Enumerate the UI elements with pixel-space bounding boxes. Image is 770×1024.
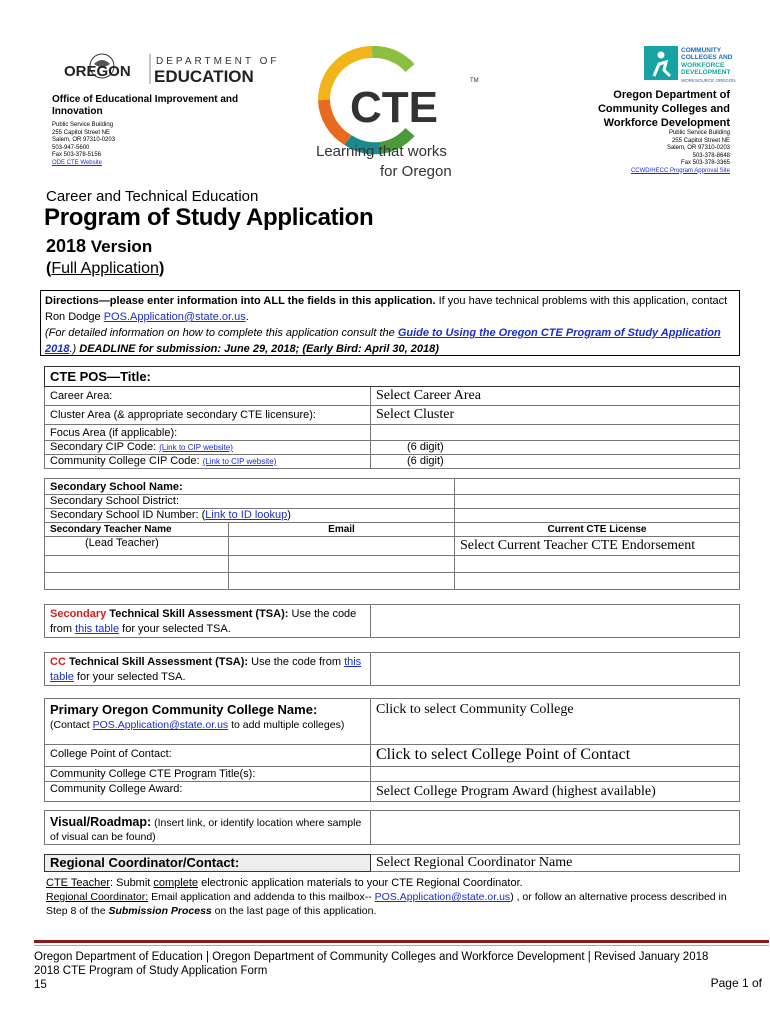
cc-tsa-text2: for your selected TSA.: [73, 671, 186, 683]
cc-award-select[interactable]: Select College Program Award (highest available): [371, 782, 740, 802]
school-id-close: ): [287, 509, 291, 521]
cte-tagline-1: Learning that works: [316, 143, 447, 160]
secondary-tsa-bold: Technical Skill Assessment (TSA):: [106, 608, 289, 620]
college-table: [44, 698, 740, 802]
cc-tsa-table: [44, 652, 740, 686]
ccwd-logo: [644, 46, 736, 88]
secondary-tsa-label: [45, 605, 371, 638]
secondary-tsa-field[interactable]: [371, 605, 740, 638]
secondary-cip-label: [45, 441, 371, 455]
teacher-2-email[interactable]: [229, 556, 455, 573]
ode-address-2: 255 Capitol Street NE: [52, 129, 111, 136]
teacher-note-complete: complete: [153, 877, 199, 889]
cte-logo-tm: TM: [470, 78, 479, 84]
college-note-1: (Contact: [50, 719, 93, 731]
visual-roadmap-field[interactable]: [371, 811, 740, 845]
ccwd-phone: 503-378-8648: [692, 152, 730, 159]
paren-close: ): [158, 260, 165, 277]
cc-tsa-text: Use the code from: [248, 656, 345, 668]
page-title: Program of Study Application: [44, 204, 374, 231]
school-id-field[interactable]: [455, 509, 740, 523]
regional-coordinator-label: Regional Coordinator/Contact:: [45, 855, 371, 872]
version-label: [46, 236, 152, 257]
ccwd-logo-l4: DEVELOPMENT: [681, 69, 731, 76]
focus-area-label: Focus Area (if applicable):: [45, 425, 371, 441]
school-table: [44, 478, 740, 590]
cc-tsa-label: [45, 653, 371, 686]
visual-roadmap-text: (Insert link, or identify location where sample of visual can be found): [50, 817, 362, 843]
submission-notes: [46, 876, 746, 918]
secondary-tsa-red: Secondary: [50, 608, 107, 620]
cc-program-title-label: Community College CTE Program Title(s):: [45, 767, 371, 782]
coordinator-email-link[interactable]: POS.Application@state.or.us: [374, 891, 511, 903]
career-area-label: Career Area:: [45, 387, 371, 406]
footer-total-pages: 15: [34, 979, 47, 991]
secondary-tsa-table: [44, 604, 740, 638]
directions-text: If you have technical problems with this application, contact Ron Dodge: [45, 295, 728, 323]
cluster-select[interactable]: Select Cluster: [371, 406, 740, 425]
ode-contact-block: [52, 94, 272, 167]
cte-logo-text: CTE: [350, 83, 438, 132]
cc-cip-label: [45, 455, 371, 469]
visual-roadmap-label: [45, 811, 371, 845]
id-lookup-link[interactable]: Link to ID lookup: [205, 509, 288, 521]
school-district-field[interactable]: [455, 495, 740, 509]
footer-agencies: Oregon Department of Education | Oregon Department of Community Colleges and Workforce Development | Revised January 2018: [34, 951, 709, 963]
application-type: [46, 260, 164, 278]
school-district-label: Secondary School District:: [45, 495, 455, 509]
regional-table: [44, 854, 740, 872]
page-footer: [34, 950, 764, 992]
cc-program-title-field[interactable]: [371, 767, 740, 782]
version-year: 2018: [46, 236, 87, 256]
col-email: Email: [229, 523, 455, 537]
ccwd-approval-site-link[interactable]: CCWD/HECC Program Approval Site: [630, 167, 730, 174]
ccwd-address-3: Salem, OR 97310-0203: [666, 145, 730, 151]
ode-address-3: Salem, OR 97310-0203: [52, 137, 116, 143]
coordinator-note: [46, 890, 746, 918]
ode-address-1: Public Service Building: [52, 122, 114, 128]
footer-rule: [34, 940, 769, 943]
teacher-2-name[interactable]: [45, 556, 229, 573]
ode-logo: [62, 50, 280, 92]
deadline-text: DEADLINE for submission: June 29, 2018; (Early Bird: April 30, 2018): [79, 343, 439, 355]
ode-logo-dept: DEPARTMENT OF: [156, 56, 280, 67]
college-contact-email-link[interactable]: POS.Application@state.or.us: [92, 719, 229, 731]
secondary-tsa-text2: for your selected TSA.: [119, 623, 231, 635]
ccwd-title-3: Workforce Development: [603, 117, 730, 129]
ccwd-logo-l5: WORKSOURCE OREGON: [681, 78, 736, 83]
ode-logo-oregon: OREGON: [64, 63, 131, 80]
cc-tsa-red: CC: [50, 656, 66, 668]
teacher-note-label: CTE Teacher: [46, 877, 110, 889]
school-name-label: Secondary School Name:: [45, 479, 455, 495]
teacher-3-name[interactable]: [45, 573, 229, 590]
regional-coordinator-select[interactable]: Select Regional Coordinator Name: [371, 855, 740, 872]
ccwd-address-1: Public Service Building: [668, 130, 730, 136]
ccwd-title-2: Community Colleges and: [597, 103, 730, 115]
guide-link[interactable]: Guide to Using the Oregon CTE Program of Study Application 2018: [45, 327, 721, 355]
college-note-2: to add multiple colleges): [228, 719, 345, 731]
coordinator-note-label: Regional Coordinator:: [46, 891, 149, 903]
submission-process-text: Submission Process: [108, 905, 212, 917]
school-name-field[interactable]: [455, 479, 740, 495]
cc-tsa-bold: Technical Skill Assessment (TSA):: [65, 656, 249, 668]
focus-area-field[interactable]: [371, 425, 740, 441]
visual-roadmap-bold: Visual/Roadmap:: [50, 815, 152, 829]
directions-box: [40, 290, 740, 356]
ccwd-title-1: Oregon Department of: [613, 89, 730, 101]
teacher-2-license[interactable]: [455, 556, 740, 573]
college-poc-label: College Point of Contact:: [45, 745, 371, 767]
ode-fax: Fax 503-378-5156: [52, 152, 102, 158]
lead-teacher-label: (Lead Teacher): [45, 537, 229, 556]
ccwd-logo-l3: WORKFORCE: [681, 62, 725, 69]
page-number: Page 1 of: [710, 976, 762, 990]
secondary-cip-text: Secondary CIP Code:: [50, 441, 160, 453]
college-name-label: Primary Oregon Community College Name:: [50, 702, 318, 717]
directions-period: .: [245, 311, 249, 323]
teacher-note-a: : Submit: [110, 877, 154, 889]
ccwd-fax: Fax 503-378-3365: [680, 160, 730, 166]
pos-table: [44, 366, 740, 469]
cc-cip-link[interactable]: (Link to CIP website): [202, 457, 277, 466]
directions-email-link[interactable]: POS.Application@state.or.us: [103, 311, 246, 323]
ode-logo-education: EDUCATION: [154, 67, 254, 86]
directions-italic-close: .): [69, 343, 80, 355]
cte-tagline-2: for Oregon: [380, 163, 452, 180]
secondary-cip-field[interactable]: (6 digit): [371, 441, 740, 455]
section-heading: Career and Technical Education: [46, 188, 259, 205]
coordinator-note-b: ) , or follow an alternative process described in Step 8 of the: [46, 891, 727, 917]
coordinator-note-a: Email application and addenda to this mailbox--: [148, 891, 375, 903]
full-application-label: Full Application: [51, 260, 159, 277]
cc-tsa-field[interactable]: [371, 653, 740, 686]
version-word: Version: [90, 237, 153, 256]
pos-title-label: CTE POS—Title:: [45, 367, 740, 387]
directions-italic: (For detailed information on how to complete this application consult the: [45, 327, 398, 339]
career-area-select[interactable]: Select Career Area: [371, 387, 740, 406]
lead-teacher-email[interactable]: [229, 537, 455, 556]
col-teacher-name: Secondary Teacher Name: [45, 523, 229, 537]
endorsement-select[interactable]: Select Current Teacher CTE Endorsement: [455, 537, 740, 556]
ode-phone: 503-947-5600: [52, 144, 90, 151]
footer-form-name: 2018 CTE Program of Study Application Form: [34, 965, 268, 977]
ode-office-title: Office of Educational Improvement and Innovation: [52, 94, 239, 117]
cc-cip-text: Community College CIP Code:: [50, 455, 203, 467]
teacher-note: [46, 876, 746, 890]
coordinator-note-c: on the last page of this application.: [211, 905, 377, 917]
visual-roadmap-table: [44, 810, 740, 845]
paren-open: (: [46, 260, 52, 277]
ode-cte-website-link[interactable]: ODE CTE Website: [52, 159, 102, 166]
college-poc-select[interactable]: Click to select College Point of Contact: [371, 745, 740, 767]
secondary-tsa-table-link[interactable]: this table: [75, 623, 120, 635]
college-contact-note: [50, 719, 365, 732]
secondary-cip-link[interactable]: (Link to CIP website): [159, 443, 233, 452]
footer-rule-thin: [34, 945, 769, 946]
ccwd-logo-l2: COLLEGES AND: [681, 54, 733, 61]
secondary-tsa-text: Use the code from: [50, 608, 357, 635]
cc-award-label: Community College Award:: [45, 782, 371, 802]
school-id-label: [45, 509, 455, 523]
school-id-text: Secondary School ID Number: (: [50, 509, 206, 521]
ccwd-logo-l1: COMMUNITY: [681, 47, 722, 54]
teacher-3-license[interactable]: [455, 573, 740, 590]
college-name-cell: [45, 699, 371, 745]
cte-logo: [310, 42, 485, 182]
col-cte-license: Current CTE License: [455, 523, 740, 537]
ccwd-contact-block: [530, 88, 730, 175]
cluster-area-label: Cluster Area (& appropriate secondary CTE licensure):: [45, 406, 371, 425]
directions-bold: Directions—please enter information into ALL the fields in this application.: [45, 295, 436, 307]
cc-cip-field[interactable]: (6 digit): [371, 455, 740, 469]
college-select[interactable]: Click to select Community College: [371, 699, 740, 745]
ccwd-address-2: 255 Capitol Street NE: [671, 137, 730, 144]
teacher-note-b: electronic application materials to your CTE Regional Coordinator.: [198, 877, 523, 889]
teacher-3-email[interactable]: [229, 573, 455, 590]
cc-tsa-table-link[interactable]: this table: [50, 656, 362, 683]
